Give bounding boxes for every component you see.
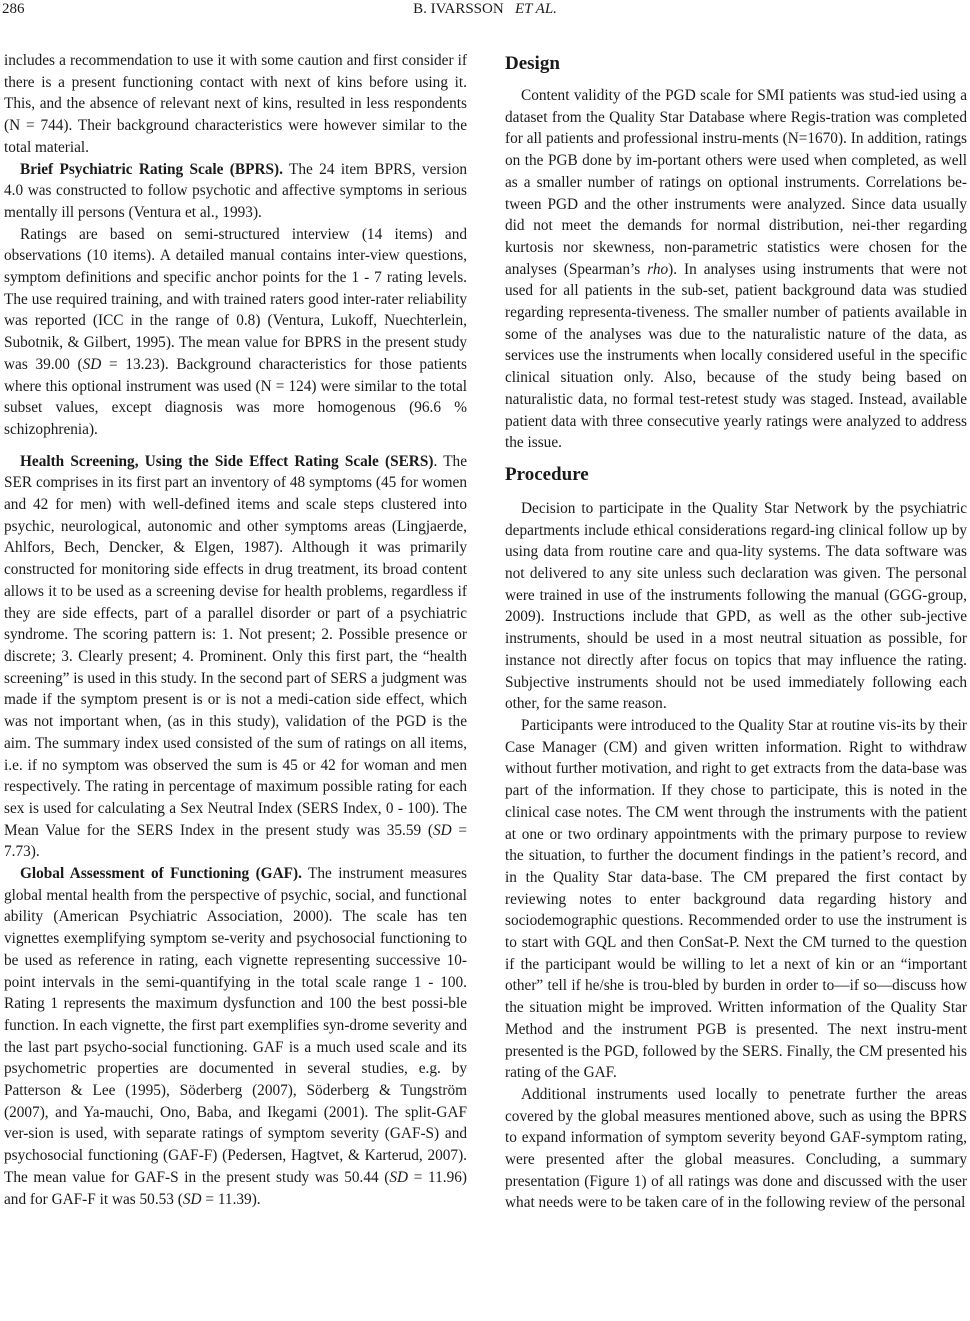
gaf-text-a: The instrument measures global mental health from the perspective of psychic, social, and functional ability (American Psychiatric Association, 2000). The scale has ten vignettes exemplifying symptom se-verity and psychosocial functioning to be used as reference in rating, each vignette representing successive 10-point intervals in the semi-quantifying in the total scale range 1 - 100. Rating 1 represents the maximum dysfunction and 100 the best possi-ble function. In each vignette, the first part exemplifies syn-drome severity and the last part psycho-social functioning. GAF is a much used scale and its psychometric properties are documented in several studies, e.g. by Patterson & Lee (1995), Söderberg (2007), Söderberg & Tungström (2007), and Ya-mauchi, Ono, Baba, and Ikegami (2001). The split-GAF ver-sion is used, with separate ratings of symptom severity (GAF-S) and psychosocial functioning (GAF-F) (Pedersen, Hagtvet, & Karterud, 2007). The mean value for GAF-S in the present study was 50.44 (: [4, 865, 467, 1186]
gaf-text-b: = 11.96) and for GAF-F it was 50.53 (: [4, 1168, 467, 1208]
gaf-sd2-label: SD: [182, 1190, 202, 1208]
page-number: 286: [2, 1, 25, 17]
bprs-paragraph: [4, 159, 467, 224]
procedure-paragraph-2: Participants were introduced to the Quality Star at routine vis-its by their Case Manager (CM) and given written information. Right to withdraw without further motivation, and right to get extracts from the data-base was part of the information. If they chose to participate, this is noted in the clinical case notes. The CM went through the instruments with the patient at one or two ordinary appointments with the primary purpose to review the situation, to further the document findings in the patient’s record, and in the Quality Star data-base. The CM prepared the first contact by reviewing notes to enter background data regarding history and sociodemographic questions. Recommended order to use the instrument is to start with GQL and then ConSat-P. Next the CM turned to the question if the participant would be willing to let a next of kin or an “important other” tell if he/she is trou-bled by burden in order to—if so—discuss how the situation might be improved. Written information of the Quality Star Method and the instrument PGB is presented. The next instru-ment presented is the PGD, followed by the SERS. Finally, the CM presented his rating of the GAF.: [505, 716, 967, 1082]
bprs-sd-label: SD: [82, 355, 102, 373]
design-heading: Design: [505, 53, 560, 74]
page-header: [0, 0, 970, 24]
right-column: [505, 51, 967, 1214]
procedure-paragraph-3: Additional instruments used locally to penetrate further the areas covered by the global measures mentioned above, such as using the BPRS to expand information of symptom severity beyond GAF-symptom rating, were presented after the global measures. Concluding, a summary presentation (Figure 1) of all ratings was done and discussed with the user what needs were to be taken care of in the following review of the personal: [505, 1085, 967, 1212]
procedure-heading: Procedure: [505, 463, 589, 485]
design-text-b: ). In analyses using instruments that were not used for all patients in the sub-set, patient background data was studied regarding representa-tiveness. The smaller number of patients available in some of the analyses was due to the naturalistic nature of the data, as services use the instruments when locally considered useful in the specific clinical situation only. Also, because of the study being based on naturalistic data, no formal test-retest study was staged. Instead, available patient data with three consecutive yearly ratings were analyzed to address the issue.: [505, 260, 967, 452]
gaf-text-c: = 11.39).: [201, 1190, 261, 1208]
sers-text-b: = 7.73).: [4, 821, 467, 861]
sers-sd-label: SD: [432, 821, 452, 839]
running-head: [0, 1, 970, 18]
gaf-run-in-heading: Global Assessment of Functioning (GAF).: [20, 865, 302, 883]
paragraph-continuation: includes a recommendation to use it with some caution and first consider if there is a present functioning contact with next of kins before using it. This, and the absence of relevant next of kins, resulted in less respondents (N = 744). Their background characteristics were however similar to the total material.: [4, 52, 467, 156]
procedure-paragraph-1: Decision to participate in the Quality Star Network by the psychiatric departments include ethical considerations regard-ing clinical follow up by using data from routine care and qua-lity systems. The data software was not delivered to any site unless such declaration was given. The personal were trained in use of the instruments following the manual (GGG-group, 2009). Instructions include that GPD, as well as the other sub-jective instruments, should be used in a most neutral situation as possible, for instance not directly after focus on topics that may influence the rating. Subjective instruments should not be used immediately following each other, for the same reason.: [505, 499, 967, 713]
bprs-details-text-b: = 13.23). Background characteristics for those patients where this optional instrument was used (N = 124) were similar to the total subset values, except diagnosis was more homogenous (96.6 % schizophrenia).: [4, 355, 467, 438]
design-paragraph: [505, 85, 967, 454]
design-text-a: Content validity of the PGD scale for SMI patients was stud-ied using a dataset from the Quality Star Database where Regis-tration was completed for all patients and professional instru-ments (N=1670). In addition, ratings on the PGB done by im-portant others were used when completed, as well as a smaller number of ratings on optional instruments. Correlations be-tween PGD and the other instruments were analyzed. Since data usually did not meet the demands for normal distribution, nei-ther regarding kurtosis nor skewness, non-parametric statistics were chosen for the analyses (Spearman’s: [505, 87, 967, 278]
left-column: [4, 50, 467, 1210]
gaf-sd1-label: SD: [389, 1168, 409, 1186]
sers-run-in-heading: Health Screening, Using the Side Effect Rating Scale (SERS): [20, 452, 434, 470]
bprs-text: The 24 item BPRS, version 4.0 was constructed to follow psychotic and affective symptoms in serious mentally ill persons (Ventura et al., 1993).: [4, 160, 468, 221]
sers-text-a: . The SER comprises in its first part an inventory of 48 symptoms (45 for women and 42 for men) with well-defined items and scale steps clustered into psychic, neurological, autonomic and other symptoms areas (Lingjaerde, Ahlfors, Bech, Dencker, & Elgen, 1987). Although it was primarily constructed for monitoring side effects in drug treatment, its broad content allows it to be used as a screening devise for health problems, regardless if they are side effects, part of a parallel disorder or part of a psychiatric syndrome. The scoring pattern is: 1. Not present; 2. Possible presence or discrete; 3. Clearly present; 4. Prominent. Only this first part, the “health screening” is used in this study. In the second part of SERS a judgment was made if the symptom present is or is not a medi-cation side effect, which was not important when, (as in this study), validation of the PGD is the aim. The summary index used consisted of the sum of ratings on all items, i.e. if no symptom was observed the sum is 45 or 42 for woman and men respectively. The rating in percentage of maximum possible rating for each sex is used for calculating a Sex Neutral Index (SERS Index, 0 - 100). The Mean Value for the SERS Index in the present study was 35.59 (: [4, 452, 467, 839]
running-head-etal: ET AL.: [514, 1, 557, 17]
gaf-paragraph: [4, 863, 467, 1210]
bprs-details-text-a: Ratings are based on semi-structured interview (14 items) and observations (10 items). A detailed manual contains inter-view questions, symptom definitions and specific anchor points for the 1 - 7 rating levels. The use required training, and with trained raters good inter-rater reliability was reported (ICC in the range of 0.8) (Ventura, Lukoff, Nuechterlein, Subotnik, & Gilbert, 1995). The mean value for BPRS in the present study was 39.00 (: [4, 225, 467, 373]
running-head-author: B. IVARSSON: [413, 1, 504, 17]
sers-paragraph: [4, 451, 467, 863]
design-rho: rho: [647, 260, 669, 278]
bprs-run-in-heading: Brief Psychiatric Rating Scale (BPRS).: [20, 160, 283, 178]
bprs-details-paragraph: [4, 224, 467, 441]
